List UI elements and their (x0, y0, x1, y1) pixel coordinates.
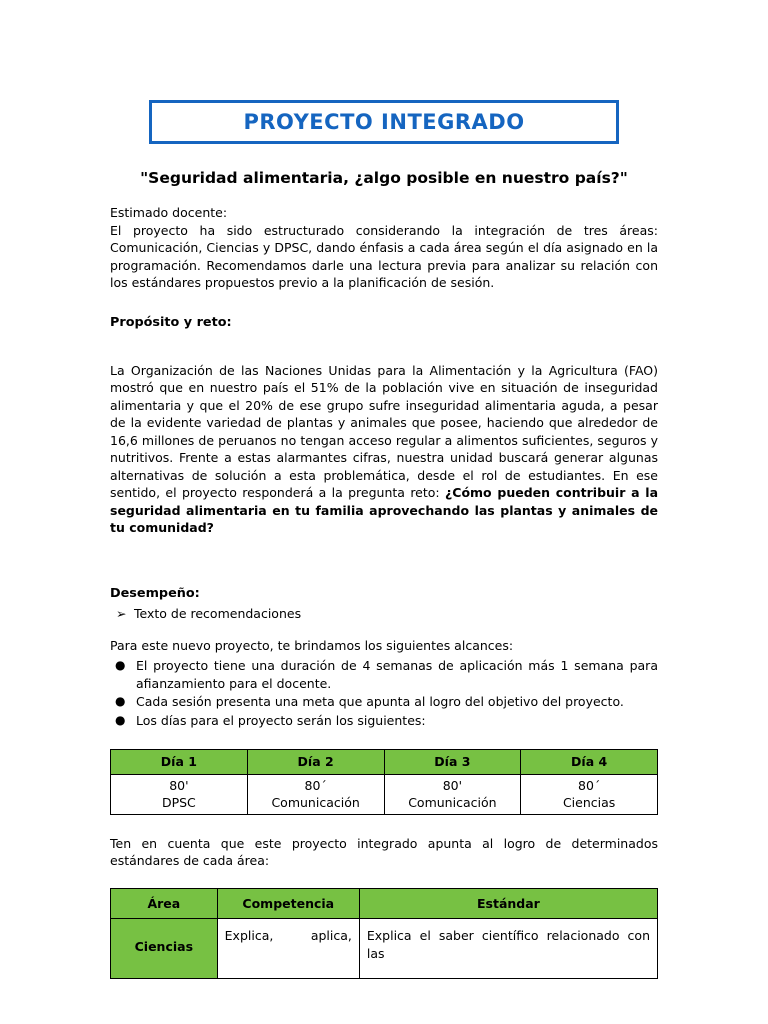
purpose-heading: Propósito y reto: (110, 314, 232, 330)
document-subtitle: "Seguridad alimentaria, ¿algo posible en nuestro país?" (140, 169, 628, 187)
list-item-text: El proyecto tiene una duración de 4 semanas de aplicación más 1 semana para afianzamiento para el docente. (136, 658, 658, 691)
standards-table-row (111, 919, 658, 979)
days-table-header-row (111, 750, 658, 775)
day-duration: 80´ (578, 777, 601, 793)
standards-area-cell: Ciencias (111, 919, 218, 979)
challenge-question: ¿Cómo pueden contribuir a la seguridad alimentaria en tu familia aprovechando las plantas y animales de tu comunidad? (110, 485, 659, 536)
standards-intro: Ten en cuenta que este proyecto integrado apunta al logro de determinados estándares de cada área: (110, 835, 658, 869)
bullet-icon: ● (115, 694, 126, 709)
arrow-bullet-icon: ➢ (116, 606, 127, 622)
performance-item-text: Texto de recomendaciones (134, 606, 302, 622)
standards-header-area: Área (111, 888, 218, 919)
list-item (110, 657, 658, 692)
days-table-header-day4: Día 4 (521, 750, 658, 775)
project-title-box (149, 100, 619, 144)
days-table-header-day2: Día 2 (247, 750, 384, 775)
standards-table-header-row (111, 888, 658, 919)
bullet-icon: ● (115, 712, 126, 727)
day-cell (111, 774, 248, 814)
document-body (110, 204, 658, 979)
days-table-header-day1: Día 1 (111, 750, 248, 775)
bullet-icon: ● (115, 658, 126, 673)
day-cell (247, 774, 384, 814)
days-table (110, 749, 658, 815)
list-item (110, 712, 658, 730)
list-item (110, 693, 658, 711)
day-area: Comunicación (408, 795, 497, 811)
performance-heading: Desempeño: (110, 585, 200, 601)
day-cell (384, 774, 521, 814)
scopes-list (110, 657, 658, 729)
standards-estandar-cell: Explica el saber científico relacionado con las (359, 919, 657, 979)
scopes-intro: Para este nuevo proyecto, te brindamos los siguientes alcances: (110, 637, 514, 653)
day-cell (521, 774, 658, 814)
project-title: PROYECTO INTEGRADO (243, 110, 525, 134)
salutation: Estimado docente: (110, 205, 228, 221)
purpose-paragraph (110, 362, 658, 537)
list-item-text: Los días para el proyecto serán los siguientes: (136, 712, 426, 728)
day-area: Ciencias (562, 795, 616, 811)
day-duration: 80' (442, 777, 463, 793)
standards-header-competencia: Competencia (217, 888, 359, 919)
performance-item (110, 605, 658, 623)
day-duration: 80' (169, 777, 189, 793)
standards-header-estandar: Estándar (359, 888, 657, 919)
standards-competencia-cell: Explica, aplica, (217, 919, 359, 979)
intro-paragraph (110, 204, 658, 292)
purpose-text: La Organización de las Naciones Unidas para la Alimentación y la Agricultura (FAO) mostró que en nuestro país el 51% de la población vive en situación de inseguridad alimentaria y que el 20% de ese grupo sufre inseguridad alimentaria aguda, a pesar de la evidente variedad de plantas y animales que posee, haciendo que alrededor de 16,6 millones de peruanos no tengan acceso regular a alimentos suficientes, seguros y nutritivos. Frente a estas alarmantes cifras, nuestra unidad buscará generar algunas alternativas de solución a esta problemática, desde el rol de estudiantes. En ese sentido, el proyecto responderá a la pregunta reto: (110, 362, 658, 501)
list-item-text: Cada sesión presenta una meta que apunta al logro del objetivo del proyecto. (136, 694, 624, 710)
days-table-row (111, 774, 658, 814)
day-duration: 80´ (304, 777, 327, 793)
intro-text: El proyecto ha sido estructurado considerando la integración de tres áreas: Comunicación, Ciencias y DPSC, dando énfasis a cada área según el día asignado en la programación. Recomendamos darle una lectura previa para analizar su relación con los estándares propuestos previo a la planificación de sesión. (110, 222, 658, 291)
standards-table (110, 888, 658, 980)
day-area: DPSC (161, 795, 196, 811)
day-area: Comunicación (271, 795, 360, 811)
days-table-header-day3: Día 3 (384, 750, 521, 775)
